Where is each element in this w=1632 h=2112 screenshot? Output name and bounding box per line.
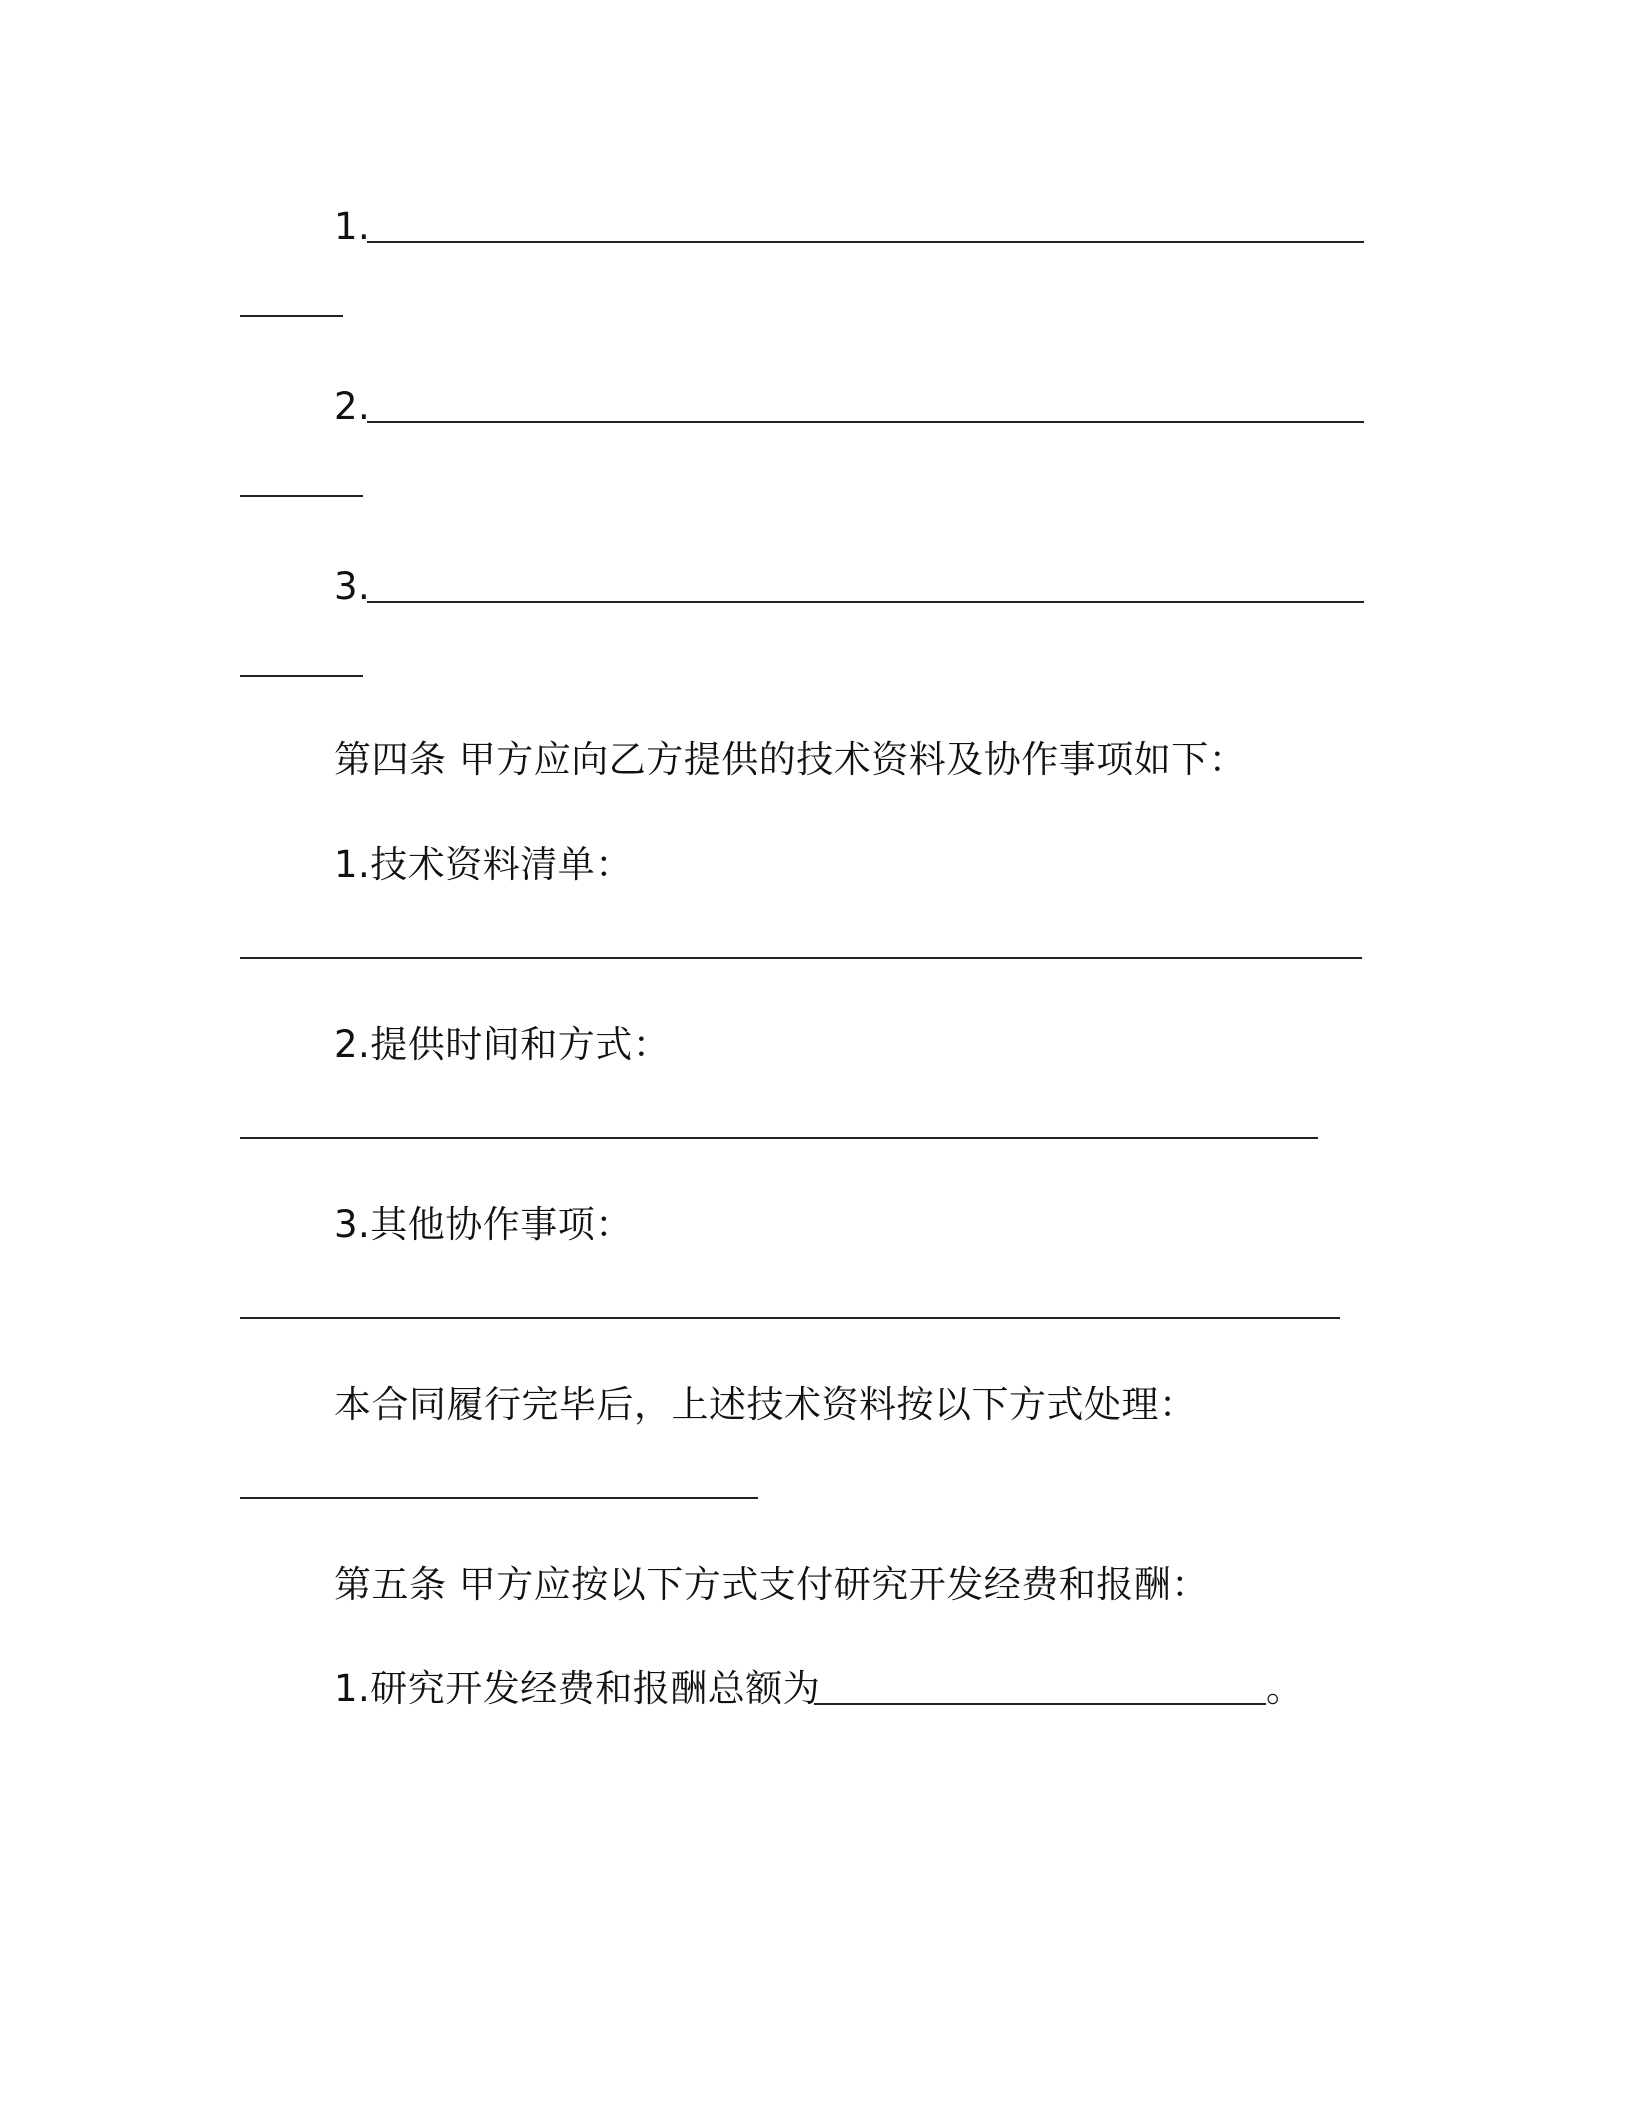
article-4-disposal-rule[interactable] (240, 1497, 758, 1499)
blank-item-2-continuation-rule[interactable] (240, 495, 363, 497)
blank-item-1-number: 1. (334, 205, 371, 248)
blank-item-2-rule[interactable] (367, 421, 1364, 423)
blank-item-3-rule[interactable] (367, 601, 1364, 603)
article-4-item-1-label: 1.技术资料清单： (334, 843, 633, 886)
blank-item-3-continuation-rule[interactable] (240, 675, 363, 677)
article-4-item-2-rule[interactable] (240, 1137, 1318, 1139)
blank-item-1-continuation-rule[interactable] (240, 315, 343, 317)
article-4-item-3-label: 3.其他协作事项： (334, 1203, 633, 1246)
article-4-heading: 第四条 甲方应向乙方提供的技术资料及协作事项如下： (334, 738, 1247, 781)
article-4-item-1-rule[interactable] (240, 957, 1362, 959)
article-4-item-2-label: 2.提供时间和方式： (334, 1023, 671, 1066)
article-5-item-1-prefix: 1.研究开发经费和报酬总额为 (334, 1667, 821, 1710)
article-4-disposal-text: 本合同履行完毕后，上述技术资料按以下方式处理： (334, 1383, 1197, 1426)
article-5-total-amount-rule[interactable] (814, 1703, 1266, 1705)
article-4-item-3-rule[interactable] (240, 1317, 1340, 1319)
article-5-item-1-suffix: 。 (1266, 1667, 1304, 1710)
blank-item-1-rule[interactable] (367, 241, 1364, 243)
blank-item-2-number: 2. (334, 385, 371, 428)
blank-item-3-number: 3. (334, 565, 371, 608)
article-5-heading: 第五条 甲方应按以下方式支付研究开发经费和报酬： (334, 1563, 1209, 1606)
